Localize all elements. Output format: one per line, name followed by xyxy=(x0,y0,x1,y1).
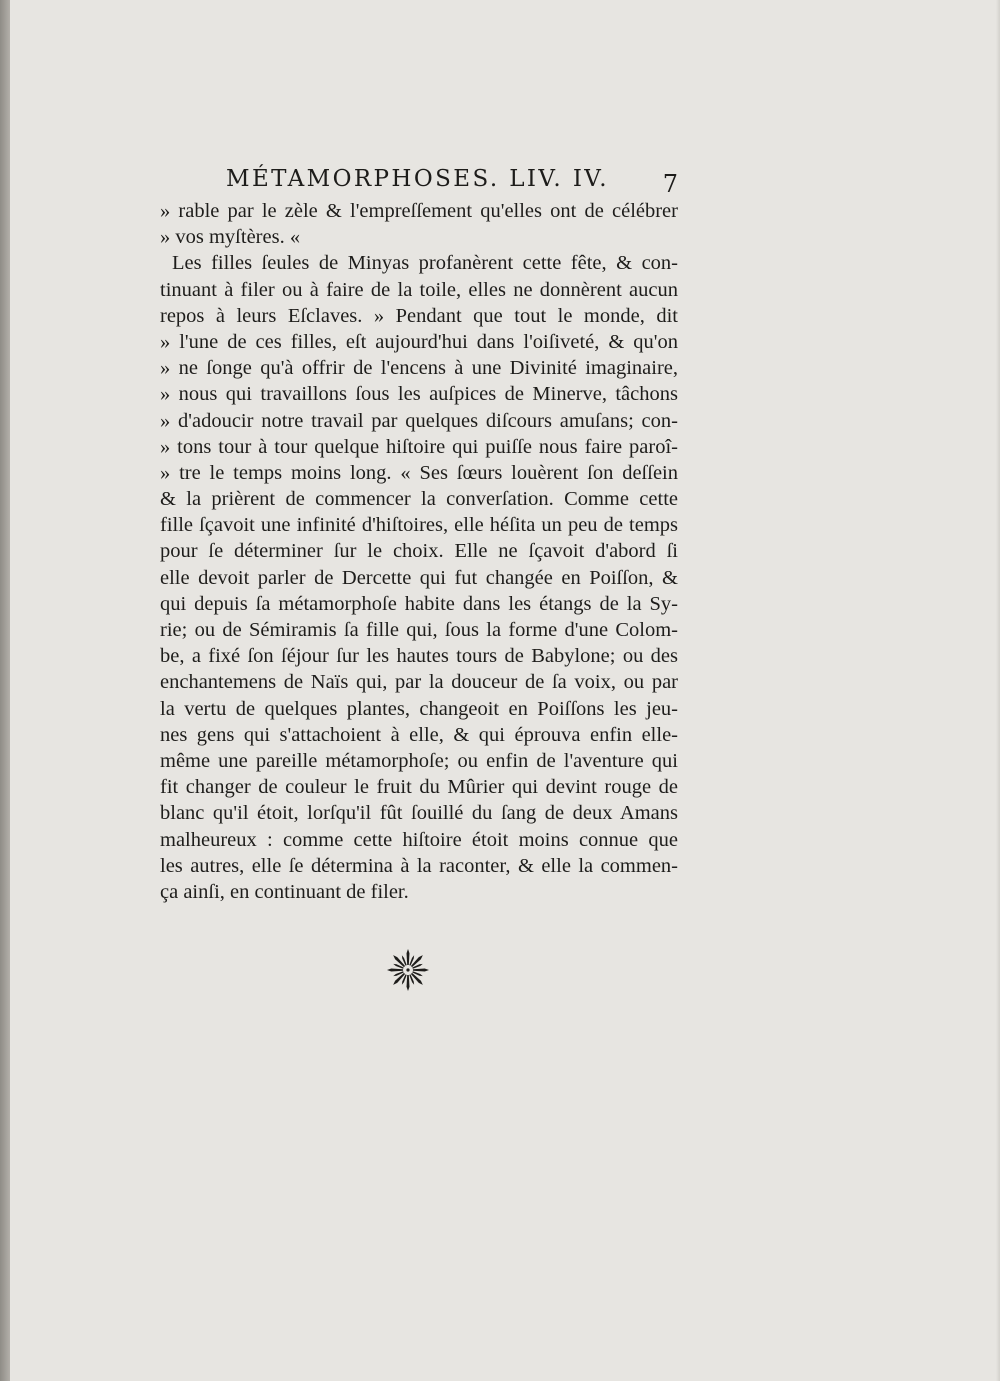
ornament-petal xyxy=(413,969,429,972)
text-line: repos à leurs Eſclaves. » Pendant que tout le monde, dit xyxy=(160,304,678,327)
text-line: qui depuis ſa métamorphoſe habite dans les étangs de la Sy- xyxy=(160,592,678,615)
text-line: fille ſçavoit une infinité d'hiſtoires, elle héſita un peu de temps xyxy=(160,514,678,537)
page-edge xyxy=(996,0,1000,1381)
body-text xyxy=(150,198,678,905)
text-line: » tre le temps moins long. « Ses ſœurs louèrent ſon deſſein xyxy=(160,461,678,484)
text-line: Les filles ſeules de Minyas profanèrent cette fête, & con- xyxy=(172,252,678,275)
ornament-petal xyxy=(393,973,405,985)
text-line: enchantemens de Naïs qui, par la douceur de ſa voix, ou par xyxy=(160,671,678,694)
text-line: la vertu de quelques plantes, changeoit en Poiſſons les jeu- xyxy=(160,697,678,720)
text-line: nes gens qui s'attachoient à elle, & qui éprouva enfin elle- xyxy=(160,723,678,746)
text-line: » vos myſtères. « xyxy=(160,226,301,249)
text-line: » nous qui travaillons ſous les auſpices de Minerve, tâchons xyxy=(160,383,678,406)
text-line: elle devoit parler de Dercette qui fut changée en Poiſſon, & xyxy=(160,566,678,589)
text-line: blanc qu'il étoit, lorſqu'il fût ſouillé du ſang de deux Amans xyxy=(160,802,678,825)
ornament-petal xyxy=(411,955,423,967)
text-line: les autres, elle ſe détermina à la raconter, & elle la commen- xyxy=(160,854,678,877)
text-line: ça ainſi, en continuant de filer. xyxy=(160,880,409,903)
text-line: pour ſe déterminer ſur le choix. Elle ne ſçavoit d'abord ſi xyxy=(160,540,678,563)
ornament-petal xyxy=(387,969,403,972)
text-line: tinuant à filer ou à faire de la toile, elles ne donnèrent aucun xyxy=(160,278,678,301)
text-line: & la prièrent de commencer la converſation. Comme cette xyxy=(160,488,678,511)
text-line: » tons tour à tour quelque hiſtoire qui puiſſe nous faire paroî- xyxy=(160,435,678,458)
text-line: rie; ou de Sémiramis ſa fille qui, ſous la forme d'une Colom- xyxy=(160,619,678,641)
text-line: malheureux : comme cette hiſtoire étoit moins connue que xyxy=(160,828,678,851)
text-line: » d'adoucir notre travail par quelques diſcours amuſans; con- xyxy=(160,409,678,432)
star-flower-ornament-icon xyxy=(385,947,431,993)
ornament-petal xyxy=(393,955,405,967)
page-number: 7 xyxy=(662,170,678,198)
text-line: fit changer de couleur le fruit du Mûrier qui devint rouge de xyxy=(160,776,678,799)
ornament-petal xyxy=(407,975,410,991)
text-line: même une pareille métamorphoſe; ou enfin de l'aventure qui xyxy=(160,749,678,772)
running-head-title: MÉTAMORPHOSES. LIV. IV. xyxy=(226,166,610,192)
text-line: » ne ſonge qu'à offrir de l'encens à une Divinité imaginaire, xyxy=(160,357,678,380)
text-line: » rable par le zèle & l'empreſſement qu'elles ont de célébrer xyxy=(160,200,678,222)
ornament-petal xyxy=(407,949,410,965)
text-line: » l'une de ces filles, eſt aujourd'hui dans l'oiſiveté, & qu'on xyxy=(160,330,678,353)
ornament-petal xyxy=(411,973,423,985)
running-head xyxy=(148,166,678,200)
text-line: be, a fixé ſon ſéjour ſur les hautes tours de Babylone; ou des xyxy=(160,645,678,668)
